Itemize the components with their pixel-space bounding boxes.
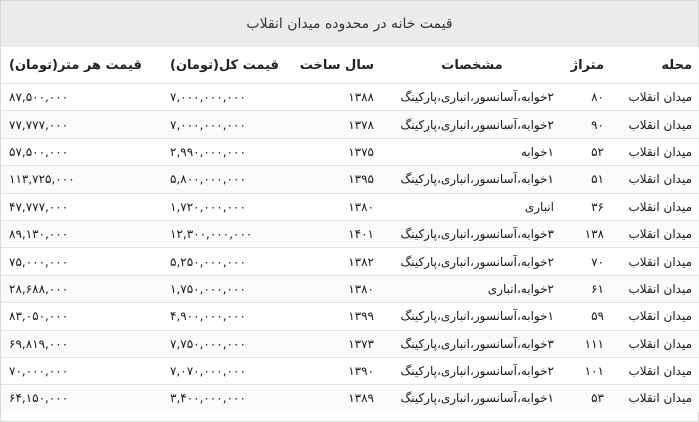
cell-total: ۵,۲۵۰,۰۰۰,۰۰۰ xyxy=(162,248,302,275)
cell-size: ۵۲ xyxy=(562,138,612,165)
table-row xyxy=(1,166,699,193)
header-size: متراژ xyxy=(562,47,612,84)
cell-per-meter: ۷۷,۷۷۷,۰۰۰ xyxy=(1,111,162,138)
cell-per-meter: ۸۳,۰۵۰,۰۰۰ xyxy=(1,303,162,330)
table-row xyxy=(1,385,699,412)
cell-year: ۱۳۸۹ xyxy=(302,385,382,412)
cell-year: ۱۳۹۵ xyxy=(302,166,382,193)
cell-total: ۴,۹۰۰,۰۰۰,۰۰۰ xyxy=(162,303,302,330)
cell-size: ۱۱۱ xyxy=(562,330,612,357)
cell-per-meter: ۴۷,۷۷۷,۰۰۰ xyxy=(1,193,162,220)
cell-year: ۱۳۸۰ xyxy=(302,193,382,220)
cell-area: میدان انقلاب xyxy=(612,385,699,412)
cell-year: ۱۳۷۸ xyxy=(302,111,382,138)
table-row xyxy=(1,275,699,302)
cell-specs: انباری xyxy=(382,193,562,220)
header-specs: مشخصات xyxy=(382,47,562,84)
cell-total: ۵,۸۰۰,۰۰۰,۰۰۰ xyxy=(162,166,302,193)
header-row xyxy=(1,47,699,84)
cell-specs: ۲خوابه،آسانسور،انباری،پارکینگ xyxy=(382,248,562,275)
table-row xyxy=(1,330,699,357)
cell-specs: ۱خوابه،آسانسور،انباری،پارکینگ xyxy=(382,385,562,412)
table-row xyxy=(1,84,699,111)
cell-area: میدان انقلاب xyxy=(612,166,699,193)
cell-total: ۳,۴۰۰,۰۰۰,۰۰۰ xyxy=(162,385,302,412)
cell-per-meter: ۷۰,۰۰۰,۰۰۰ xyxy=(1,357,162,384)
cell-total: ۱,۷۲۰,۰۰۰,۰۰۰ xyxy=(162,193,302,220)
table-row xyxy=(1,193,699,220)
cell-per-meter: ۲۸,۶۸۸,۰۰۰ xyxy=(1,275,162,302)
cell-per-meter: ۸۷,۵۰۰,۰۰۰ xyxy=(1,84,162,111)
cell-per-meter: ۱۱۳,۷۲۵,۰۰۰ xyxy=(1,166,162,193)
cell-specs: ۳خوابه،آسانسور،انباری،پارکینگ xyxy=(382,330,562,357)
header-year: سال ساخت xyxy=(302,47,382,84)
cell-area: میدان انقلاب xyxy=(612,84,699,111)
cell-area: میدان انقلاب xyxy=(612,111,699,138)
cell-size: ۱۳۸ xyxy=(562,220,612,247)
cell-specs: ۲خوابه،انباری xyxy=(382,275,562,302)
cell-size: ۵۱ xyxy=(562,166,612,193)
cell-specs: ۲خوابه،آسانسور،انباری،پارکینگ xyxy=(382,84,562,111)
table-row xyxy=(1,248,699,275)
table-title: قیمت خانه در محدوده میدان انقلاب xyxy=(1,1,698,47)
cell-specs: ۲خوابه،آسانسور،انباری،پارکینگ xyxy=(382,357,562,384)
cell-size: ۸۰ xyxy=(562,84,612,111)
table-row xyxy=(1,111,699,138)
cell-size: ۷۰ xyxy=(562,248,612,275)
cell-size: ۶۱ xyxy=(562,275,612,302)
cell-year: ۱۴۰۱ xyxy=(302,220,382,247)
cell-year: ۱۳۸۲ xyxy=(302,248,382,275)
cell-total: ۱۲,۳۰۰,۰۰۰,۰۰۰ xyxy=(162,220,302,247)
header-per-meter: قیمت هر متر(تومان) xyxy=(1,47,162,84)
cell-area: میدان انقلاب xyxy=(612,220,699,247)
table-row xyxy=(1,303,699,330)
cell-area: میدان انقلاب xyxy=(612,357,699,384)
cell-size: ۳۶ xyxy=(562,193,612,220)
cell-year: ۱۳۹۹ xyxy=(302,303,382,330)
cell-area: میدان انقلاب xyxy=(612,193,699,220)
cell-year: ۱۳۷۵ xyxy=(302,138,382,165)
cell-size: ۹۰ xyxy=(562,111,612,138)
cell-size: ۵۳ xyxy=(562,385,612,412)
cell-area: میدان انقلاب xyxy=(612,303,699,330)
cell-per-meter: ۷۵,۰۰۰,۰۰۰ xyxy=(1,248,162,275)
cell-area: میدان انقلاب xyxy=(612,330,699,357)
cell-year: ۱۳۸۸ xyxy=(302,84,382,111)
cell-size: ۵۹ xyxy=(562,303,612,330)
cell-total: ۷,۰۰۰,۰۰۰,۰۰۰ xyxy=(162,84,302,111)
cell-specs: ۱خوابه xyxy=(382,138,562,165)
header-total: قیمت کل(تومان) xyxy=(162,47,302,84)
cell-specs: ۱خوابه،آسانسور،انباری،پارکینگ xyxy=(382,166,562,193)
cell-specs: ۲خوابه،آسانسور،انباری،پارکینگ xyxy=(382,111,562,138)
cell-area: میدان انقلاب xyxy=(612,248,699,275)
cell-year: ۱۳۸۰ xyxy=(302,275,382,302)
table-row xyxy=(1,138,699,165)
cell-per-meter: ۶۴,۱۵۰,۰۰۰ xyxy=(1,385,162,412)
cell-year: ۱۳۹۰ xyxy=(302,357,382,384)
cell-total: ۱,۷۵۰,۰۰۰,۰۰۰ xyxy=(162,275,302,302)
cell-total: ۷,۰۷۰,۰۰۰,۰۰۰ xyxy=(162,357,302,384)
cell-specs: ۱خوابه،آسانسور،انباری،پارکینگ xyxy=(382,303,562,330)
table-row xyxy=(1,357,699,384)
cell-year: ۱۳۷۳ xyxy=(302,330,382,357)
cell-per-meter: ۵۷,۵۰۰,۰۰۰ xyxy=(1,138,162,165)
price-table xyxy=(1,47,699,412)
cell-per-meter: ۸۹,۱۳۰,۰۰۰ xyxy=(1,220,162,247)
cell-per-meter: ۶۹,۸۱۹,۰۰۰ xyxy=(1,330,162,357)
cell-total: ۷,۷۵۰,۰۰۰,۰۰۰ xyxy=(162,330,302,357)
cell-area: میدان انقلاب xyxy=(612,138,699,165)
cell-specs: ۳خوابه،آسانسور،انباری،پارکینگ xyxy=(382,220,562,247)
header-area: محله xyxy=(612,47,699,84)
cell-total: ۲,۹۹۰,۰۰۰,۰۰۰ xyxy=(162,138,302,165)
cell-area: میدان انقلاب xyxy=(612,275,699,302)
cell-size: ۱۰۱ xyxy=(562,357,612,384)
cell-total: ۷,۰۰۰,۰۰۰,۰۰۰ xyxy=(162,111,302,138)
table-row xyxy=(1,220,699,247)
